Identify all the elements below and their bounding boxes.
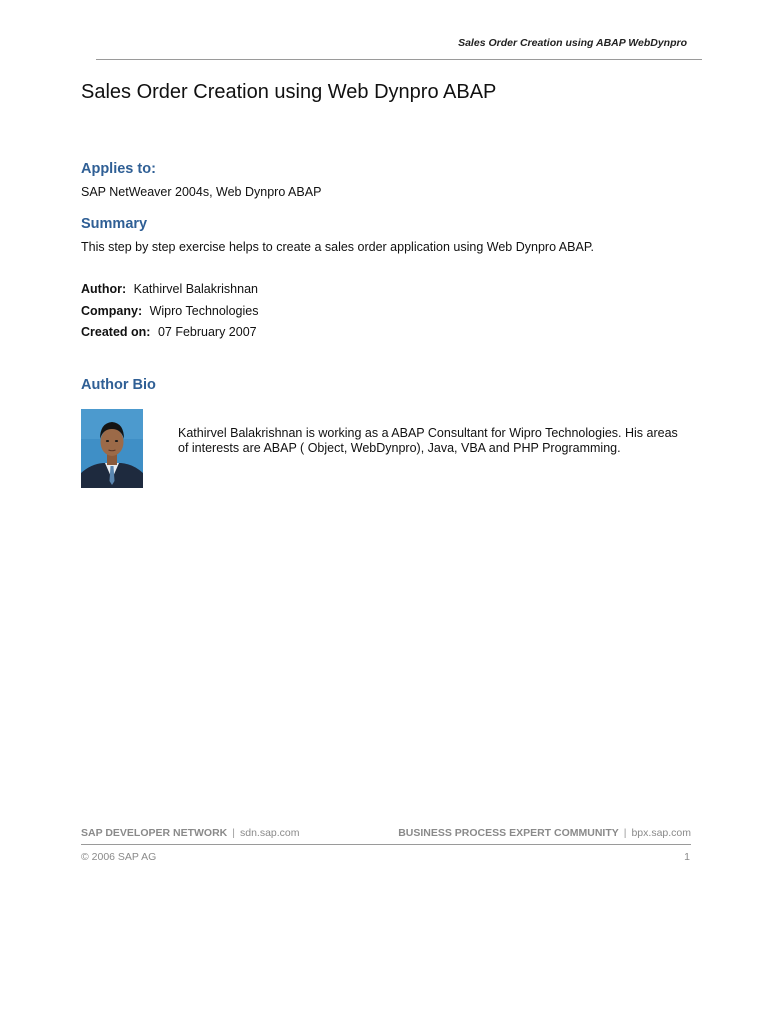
header-divider <box>96 59 702 60</box>
company-label: Company: <box>81 304 143 318</box>
footer-left-separator: | <box>232 827 235 839</box>
author-value: Kathirvel Balakrishnan <box>133 282 258 296</box>
created-line <box>81 325 257 339</box>
author-bio-line-2: of interests are ABAP ( Object, WebDynpro), Java, VBA and PHP Programming. <box>178 441 621 455</box>
document-title: Sales Order Creation using Web Dynpro ABAP <box>81 81 497 103</box>
footer-sdn-label: SAP DEVELOPER NETWORK <box>81 827 228 839</box>
applies-to-text: SAP NetWeaver 2004s, Web Dynpro ABAP <box>81 185 322 199</box>
footer-sdn-link[interactable]: sdn.sap.com <box>239 827 300 839</box>
created-value: 07 February 2007 <box>157 325 257 339</box>
author-photo <box>81 409 143 488</box>
author-line <box>81 282 258 296</box>
author-bio-heading: Author Bio <box>81 377 156 393</box>
running-header-title: Sales Order Creation using ABAP WebDynpro <box>458 37 687 49</box>
company-line <box>81 304 258 318</box>
footer-divider <box>81 844 691 845</box>
footer-copyright: © 2006 SAP AG <box>81 851 157 863</box>
author-bio-text <box>178 426 693 456</box>
footer-left <box>81 827 300 839</box>
footer-bpx-label: BUSINESS PROCESS EXPERT COMMUNITY <box>398 827 619 839</box>
footer-bpx-link[interactable]: bpx.sap.com <box>631 827 691 839</box>
author-label: Author: <box>81 282 127 296</box>
summary-heading: Summary <box>81 216 148 232</box>
footer-right-separator: | <box>623 827 627 839</box>
created-label: Created on: <box>81 325 151 339</box>
page-number: 1 <box>684 851 690 863</box>
applies-to-heading: Applies to: <box>81 161 156 177</box>
author-bio-line-1: Kathirvel Balakrishnan is working as a ABAP Consultant for Wipro Technologies. His areas <box>178 426 678 440</box>
company-value: Wipro Technologies <box>149 304 259 318</box>
summary-text: This step by step exercise helps to create a sales order application using Web Dynpro ABAP. <box>81 240 595 254</box>
footer-right <box>398 827 691 839</box>
